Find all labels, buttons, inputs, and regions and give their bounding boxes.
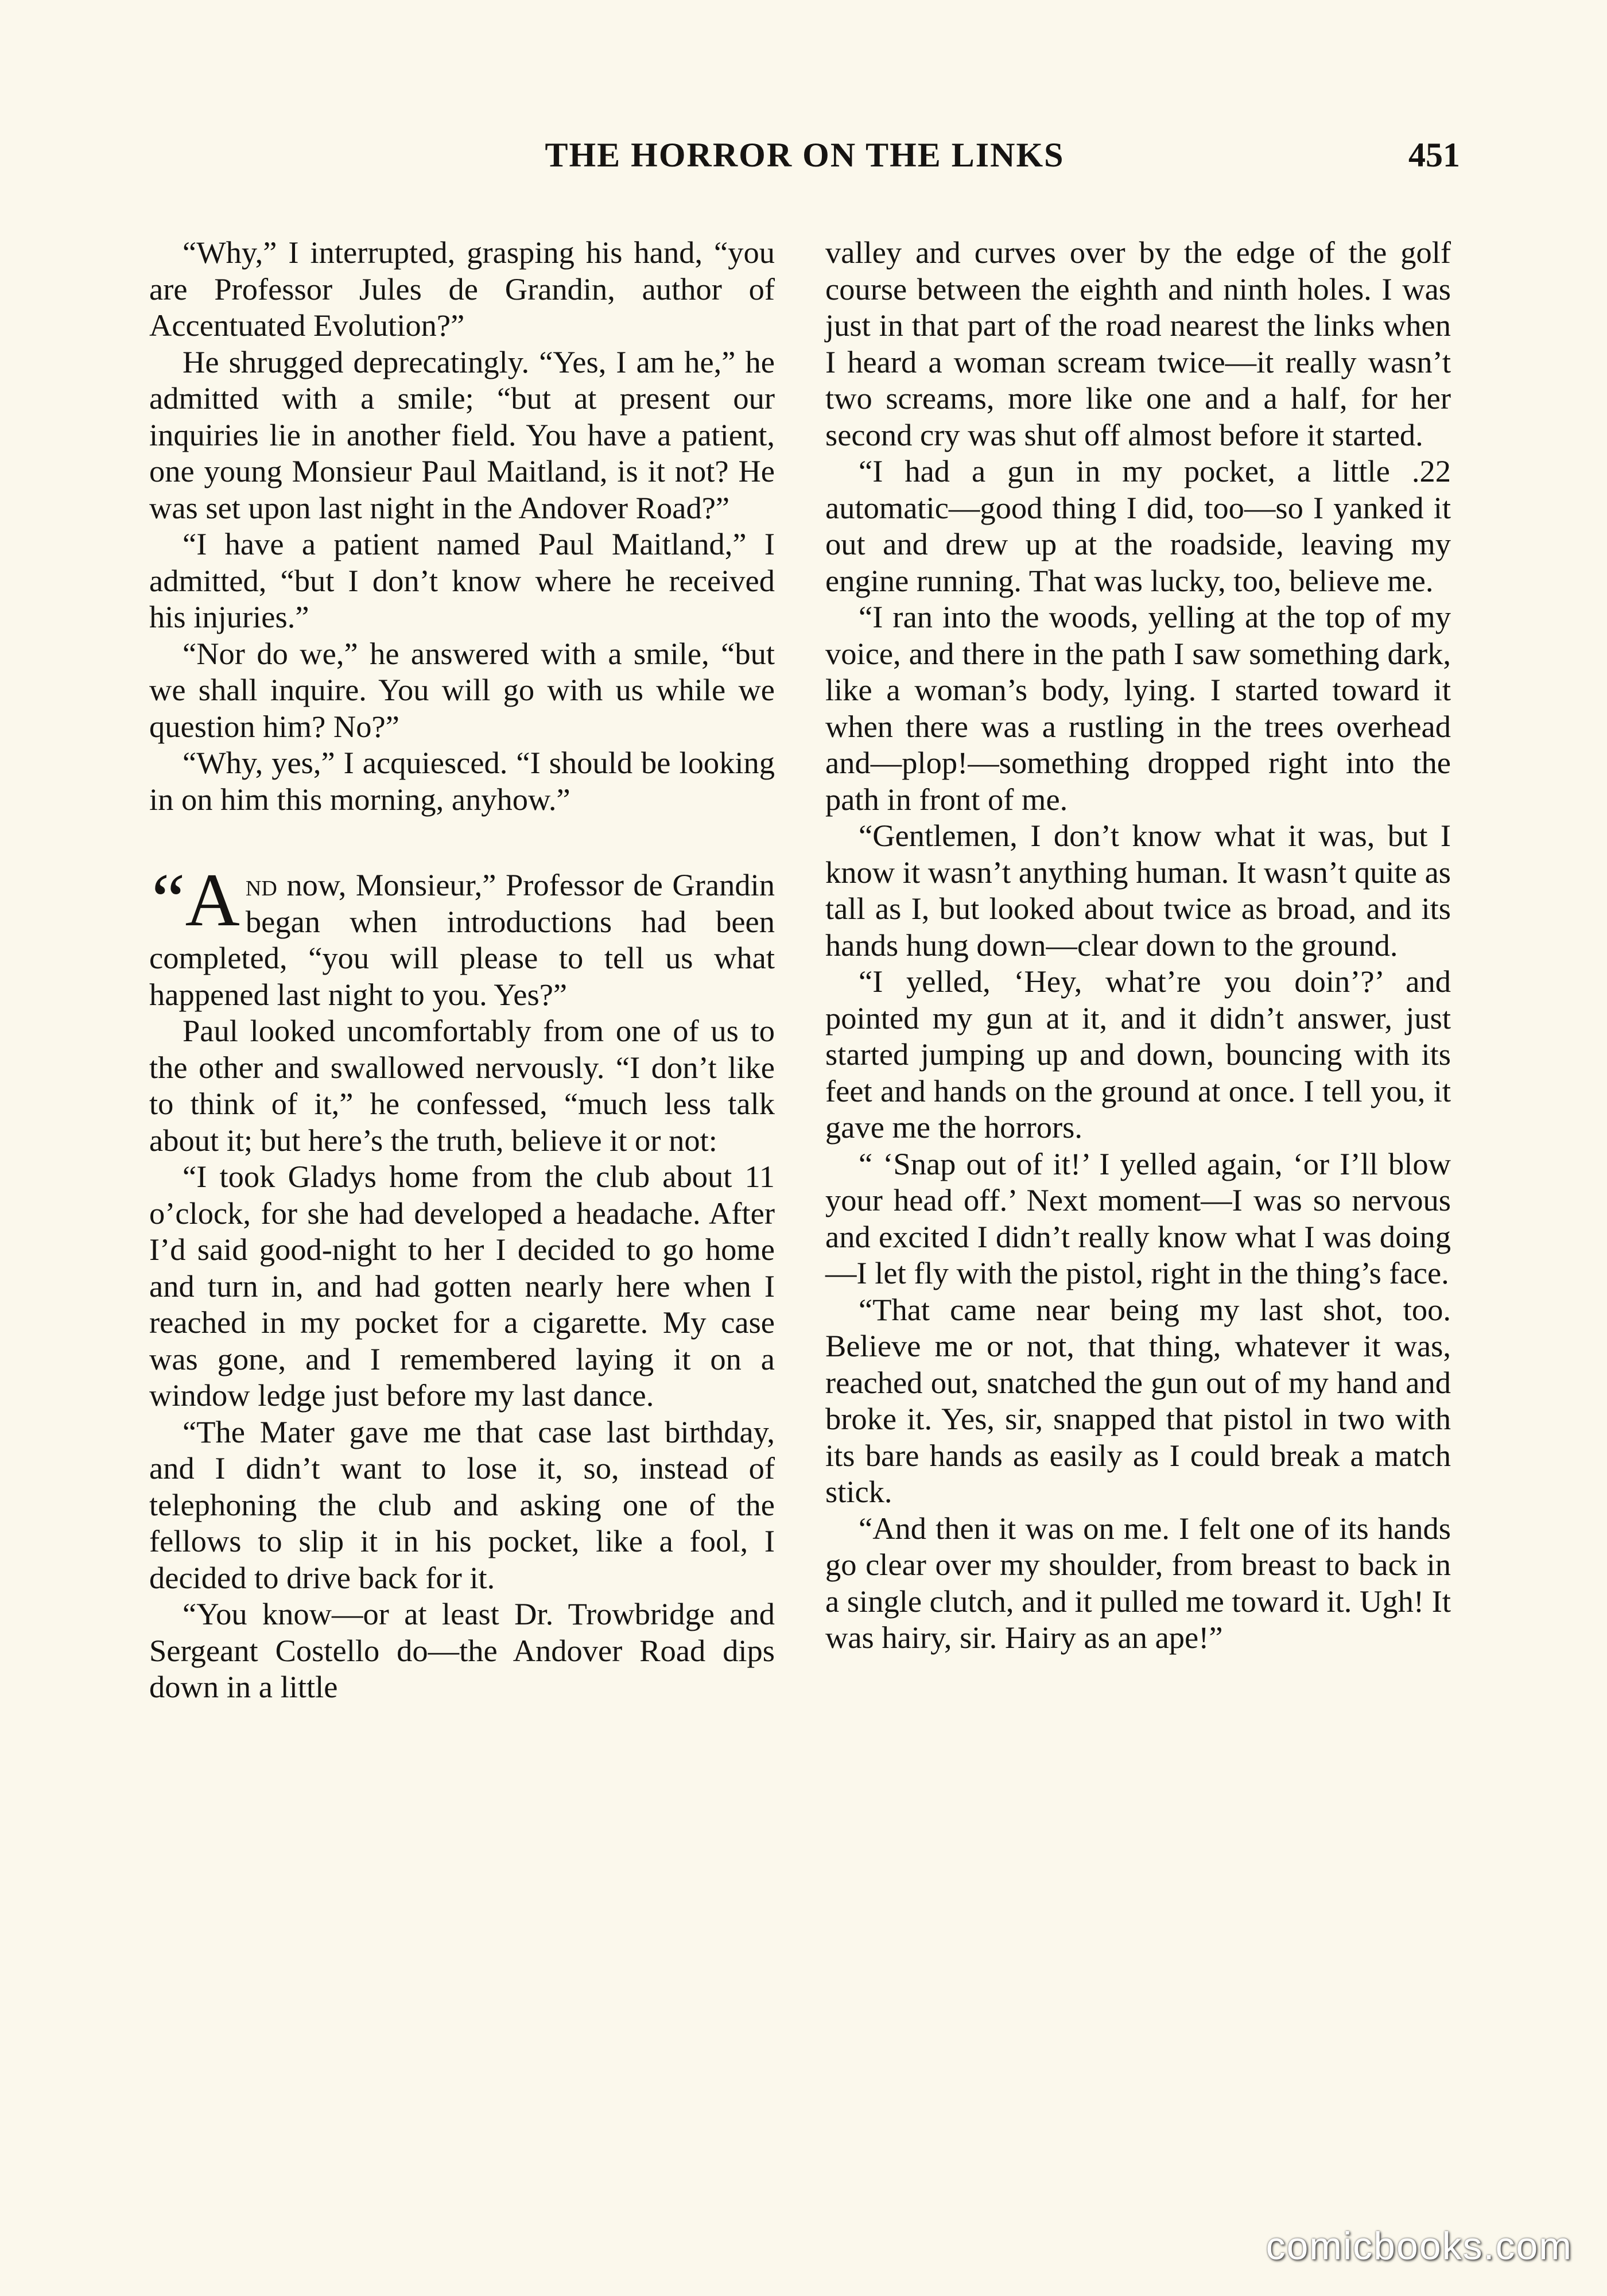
paragraph: “That came near being my last shot, too. Believe me or not, that thing, whatever it was, reached out, snatched the gun out of my hand and broke it. Yes, sir, snapped that pistol in two with its bare hands as easily as I could break a match stick.: [825, 1292, 1451, 1509]
paragraph: “I took Gladys home from the club about 11 o’clock, for she had developed a headache. After I’d said good-night to her I decided to go home and turn in, and had gotten nearly here when I reached in my pocket for a cigarette. My case was gone, and I remembered laying it on a window ledge just before my last dance.: [149, 1159, 775, 1413]
paragraph: “ ‘Snap out of it!’ I yelled again, ‘or I’ll blow your head off.’ Next moment—I was so nervous and excited I didn’t really know what I was doing—I let fly with the pistol, right in the thing’s face.: [825, 1146, 1451, 1290]
running-title: THE HORROR ON THE LINKS: [545, 136, 1065, 174]
paragraph: “Why,” I interrupted, grasping his hand, “you are Professor Jules de Grandin, author of Accentuated Evolution?”: [149, 235, 775, 343]
paragraph: “I have a patient named Paul Maitland,” I admitted, “but I don’t know where he received his injuries.”: [149, 526, 775, 634]
paragraph: “The Mater gave me that case last birthday, and I didn’t want to lose it, so, instead of telephoning the club and asking one of the fellows to slip it in his pocket, like a fool, I decided to drive back for it.: [149, 1414, 775, 1595]
paragraph: He shrugged deprecatingly. “Yes, I am he,” he admitted with a smile; “but at present our inquiries lie in another field. You have a patient, one young Monsieur Paul Maitland, is it not? He was set upon last night in the Andover Road?”: [149, 344, 775, 525]
paragraph: “I ran into the woods, yelling at the top of my voice, and there in the path I saw something dark, like a woman’s body, lying. I started toward it when there was a rustling in the trees overhead and—plop!—something dropped right into the path in front of me.: [825, 599, 1451, 817]
paragraph: “Gentlemen, I don’t know what it was, but I know it wasn’t anything human. It wasn’t quite as tall as I, but looked about twice as broad, and its hands hung down—clear down to the ground.: [825, 818, 1451, 963]
drop-cap: “A: [152, 858, 240, 942]
paragraph: “I had a gun in my pocket, a little .22 automatic—good thing I did, too—so I yanked it out and drew up at the roadside, leaving my engine running. That was lucky, too, believe me.: [825, 453, 1451, 598]
paragraph: “You know—or at least Dr. Trowbridge and Sergeant Costello do—the Andover Road dips down in a little: [149, 1596, 775, 1704]
watermark: comicbooks.com: [1266, 2224, 1573, 2268]
paragraph: “Why, yes,” I acquiesced. “I should be looking in on him this morning, anyhow.”: [149, 745, 775, 817]
page-number: 451: [1408, 136, 1460, 174]
paragraph: “Nor do we,” he answered with a smile, “but we shall inquire. You will go with us while we question him? No?”: [149, 635, 775, 744]
paragraph: Paul looked uncomfortably from one of us to the other and swallowed nervously. “I don’t like to think of it,” he confessed, “much less talk about it; but here’s the truth, believe it or not:: [149, 1013, 775, 1158]
paragraph: “And then it was on me. I felt one of its hands go clear over my shoulder, from breast to back in a single clutch, and it pulled me toward it. Ugh! It was hairy, sir. Hairy as an ape!”: [825, 1510, 1451, 1655]
continued-paragraph: valley and curves over by the edge of the golf course between the eighth and ninth holes. I was just in that part of the road nearest the links when I heard a woman scream twice—it really wasn’t two screams, more like one and a half, for her second cry was shut off almost before it started.: [825, 235, 1451, 452]
page-header: [149, 135, 1460, 187]
section-text: now, Monsieur,” Professor de Grandin began when introductions had been completed, “you will please to tell us what happened last night to you. Yes?”: [149, 867, 775, 1012]
paragraph: “I yelled, ‘Hey, what’re you doin’?’ and pointed my gun at it, and it didn’t answer, just started jumping up and down, bouncing with its feet and hands on the ground at once. I tell you, it gave me the horrors.: [825, 964, 1451, 1145]
right-column: [825, 234, 1451, 1656]
small-caps-lead: nd: [245, 867, 277, 902]
section-opening-paragraph: [149, 858, 775, 1013]
left-column: [149, 234, 775, 1705]
